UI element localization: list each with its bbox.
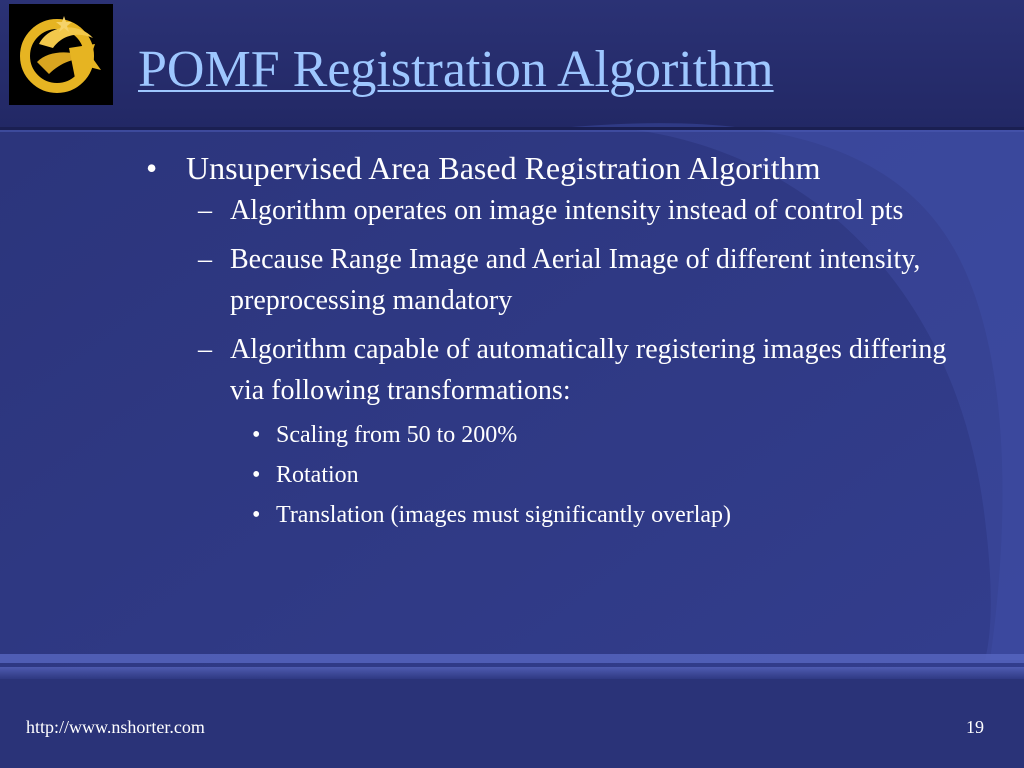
sub-bullet-1-text: Algorithm operates on image intensity instead of control pts	[230, 195, 904, 226]
bullet-marker: •	[252, 502, 261, 528]
dash-marker: –	[198, 195, 212, 226]
sub-bullet-3	[150, 329, 980, 411]
transform-item-text: Translation (images must significantly overlap)	[276, 502, 732, 528]
pegasus-logo-icon	[9, 4, 113, 105]
page-number: 19	[966, 717, 984, 737]
bullet-marker: •	[252, 462, 261, 488]
ucf-pegasus-logo	[9, 4, 113, 105]
transform-item-scaling	[150, 415, 1000, 455]
footer-url: http://www.nshorter.com	[26, 717, 205, 737]
sub-bullet-3-text: Algorithm capable of automatically registering images differing via following transformations:	[230, 334, 947, 406]
slide-content	[146, 148, 1000, 535]
bullet-marker: •	[252, 422, 261, 448]
sub-bullet-2-text: Because Range Image and Aerial Image of different intensity, preprocessing mandatory	[230, 244, 921, 316]
transform-item-translation	[150, 495, 1000, 535]
transform-item-text: Scaling from 50 to 200%	[276, 422, 518, 448]
dash-marker: –	[198, 244, 212, 275]
main-bullet	[146, 148, 1000, 188]
main-bullet-text: Unsupervised Area Based Registration Algorithm	[186, 150, 821, 186]
transform-item-text: Rotation	[276, 462, 359, 488]
sub-bullet-1	[150, 190, 980, 231]
bullet-marker: •	[146, 150, 158, 186]
dash-marker: –	[198, 334, 212, 365]
sub-bullet-2	[150, 239, 980, 321]
slide-title: POMF Registration Algorithm	[138, 41, 774, 98]
transform-item-rotation	[150, 455, 1000, 495]
